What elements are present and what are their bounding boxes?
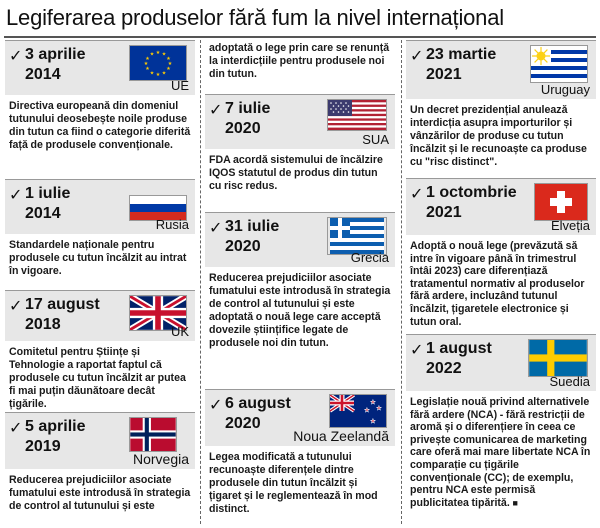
column-divider bbox=[200, 40, 201, 524]
entry-header bbox=[406, 334, 596, 391]
uruguay-flag-icon bbox=[530, 45, 588, 83]
entry-header bbox=[205, 212, 395, 267]
svg-text:★: ★ bbox=[161, 51, 167, 58]
entry-country: UE bbox=[170, 78, 189, 93]
entry-country: Noua Zeelandă bbox=[293, 428, 389, 444]
entry-year: 2020 bbox=[225, 238, 261, 255]
entry-ue bbox=[5, 40, 195, 152]
entry-rusia bbox=[5, 179, 195, 278]
entry-header bbox=[5, 179, 195, 234]
usa-flag-icon bbox=[327, 99, 387, 131]
entry-year: 2021 bbox=[426, 204, 462, 221]
svg-text:★: ★ bbox=[149, 70, 155, 77]
check-icon: ✓ bbox=[9, 46, 23, 65]
entry-year: 2020 bbox=[225, 120, 261, 137]
entry-country: Grecia bbox=[350, 250, 389, 265]
check-icon: ✓ bbox=[410, 184, 424, 203]
entry-header bbox=[5, 290, 195, 341]
entry-year: 2014 bbox=[25, 66, 61, 83]
check-icon: ✓ bbox=[209, 100, 223, 119]
entry-date: 1 iulie bbox=[25, 185, 71, 202]
entry-text: adoptată o lege prin care se renunță la interdicțiile pentru produsele noi din tutun. bbox=[209, 42, 390, 80]
svg-text:★: ★ bbox=[166, 66, 171, 72]
svg-text:★: ★ bbox=[161, 70, 167, 77]
entry-year: 2019 bbox=[25, 438, 61, 455]
check-icon: ✓ bbox=[209, 395, 223, 414]
page-title: Legiferarea produselor fără fum la nivel internațional bbox=[6, 5, 504, 30]
check-icon: ✓ bbox=[9, 418, 23, 437]
entry-date: 7 iulie bbox=[225, 100, 271, 117]
entry-text: Comitetul pentru Științe și Tehnologie a raportat faptul că produsele cu tutun încălzit ar putea fi mai puțin dăunătoare decât țigările. bbox=[9, 346, 186, 410]
entry-header bbox=[5, 40, 195, 95]
svg-text:★: ★ bbox=[143, 61, 149, 67]
entry-norvegia bbox=[5, 412, 195, 513]
entry-sua bbox=[205, 94, 395, 193]
entry-norvegia-continued bbox=[205, 40, 395, 81]
entry-date: 1 octombrie bbox=[426, 184, 517, 201]
entry-text: Standardele naționale pentru produsele cu tutun încălzit au intrat în vigoare. bbox=[9, 239, 187, 277]
entry-country: Suedia bbox=[549, 374, 590, 389]
entry-noua-zeelanda bbox=[205, 389, 395, 516]
entry-header bbox=[406, 40, 596, 99]
entry-text: Un decret prezidențial anulează interdicția asupra importurilor și vânzărilor de produse cu tutun încălzit și le recunoaște ca produse cu "risc distinct". bbox=[410, 104, 587, 168]
entry-date: 6 august bbox=[225, 395, 291, 412]
svg-text:★: ★ bbox=[155, 50, 161, 56]
svg-text:★: ★ bbox=[145, 66, 150, 72]
eu-flag-icon bbox=[129, 45, 187, 81]
entry-year: 2021 bbox=[426, 66, 462, 83]
check-icon: ✓ bbox=[9, 296, 23, 315]
svg-text:★: ★ bbox=[370, 418, 376, 425]
entry-country: Norvegia bbox=[132, 451, 189, 467]
check-icon: ✓ bbox=[410, 340, 424, 359]
entry-text: Adoptă o nouă lege (prevăzută să intre în vigoare până în trimestrul întâi 2023) care diferențiază tratamentul normativ al produselor fără ardere, incluzând tutunul încălzit, țigaretele electronice și tutun oral. bbox=[410, 240, 585, 328]
new-zealand-flag-icon bbox=[329, 394, 387, 428]
entry-date: 5 aprilie bbox=[25, 418, 86, 435]
entry-text: Legislație nouă privind alternativele fără ardere (NCA) - fără restricții de aromă și o diferențiere în ceea ce privește comunicarea de marketing care oferă mai mare libertate NCA în comparație cu țigările convenționale (CC); de exemplu, pentru NCA este permisă publicitatea tipărită. bbox=[410, 396, 591, 509]
entry-elvetia bbox=[406, 178, 596, 328]
check-icon: ✓ bbox=[209, 218, 223, 237]
entry-text: Directiva europeană din domeniul tutunului deosebește noile produse din tutun ca fiind o categorie diferită față de produsele convenționale. bbox=[9, 100, 191, 151]
column-divider bbox=[401, 40, 402, 524]
end-mark: ■ bbox=[512, 497, 518, 508]
entry-year: 2018 bbox=[25, 316, 61, 333]
entry-country: Elveția bbox=[550, 218, 590, 233]
svg-text:★: ★ bbox=[376, 405, 382, 412]
entry-date: 31 iulie bbox=[225, 218, 280, 235]
check-icon: ✓ bbox=[9, 185, 23, 204]
svg-text:★: ★ bbox=[167, 61, 173, 67]
svg-text:★: ★ bbox=[155, 72, 161, 78]
sweden-flag-icon bbox=[528, 339, 588, 377]
entry-country: UK bbox=[170, 324, 189, 339]
entry-year: 2022 bbox=[426, 360, 462, 377]
entry-date: 1 august bbox=[426, 340, 492, 357]
check-icon: ✓ bbox=[410, 46, 424, 65]
norway-flag-icon bbox=[129, 417, 177, 452]
entry-uruguay bbox=[406, 40, 596, 169]
svg-text:★: ★ bbox=[145, 56, 150, 62]
svg-text:★: ★ bbox=[149, 51, 155, 58]
entry-uk bbox=[5, 290, 195, 411]
entry-text: Legea modificată a tutunului recunoaște diferențele dintre produsele din tutun încălzit și țigaret și le reglementează în mod distinct. bbox=[209, 451, 378, 515]
entry-text: FDA acordă sistemului de încălzire IQOS statutul de produs din tutun cu risc redus. bbox=[209, 154, 383, 192]
title-divider bbox=[4, 36, 596, 38]
svg-text:★: ★ bbox=[370, 399, 376, 406]
entry-country: Uruguay bbox=[540, 82, 590, 97]
entry-date: 23 martie bbox=[426, 46, 497, 63]
entry-header bbox=[205, 94, 395, 149]
entry-suedia bbox=[406, 334, 596, 509]
entry-country: SUA bbox=[362, 132, 389, 147]
switzerland-flag-icon bbox=[534, 183, 588, 221]
svg-text:★: ★ bbox=[364, 407, 370, 414]
entry-year: 2014 bbox=[25, 205, 61, 222]
entry-country: Rusia bbox=[155, 217, 189, 232]
entry-text: Reducerea prejudiciilor asociate fumatului este introdusă în strategia de control al tutunului și este adoptată o nouă lege care acceptă dovezile științifice legate de produsele noi din tutun. bbox=[209, 272, 391, 349]
svg-text:★: ★ bbox=[166, 56, 171, 62]
entry-header bbox=[205, 389, 395, 446]
entry-text: Reducerea prejudiciilor asociate fumatului este introdusă în strategia de control al tutunului și este bbox=[9, 474, 191, 512]
entry-header bbox=[406, 178, 596, 235]
entry-header bbox=[5, 412, 195, 469]
entry-grecia bbox=[205, 212, 395, 350]
entry-year: 2020 bbox=[225, 415, 261, 432]
entry-date: 3 aprilie bbox=[25, 46, 86, 63]
entry-date: 17 august bbox=[25, 296, 100, 313]
